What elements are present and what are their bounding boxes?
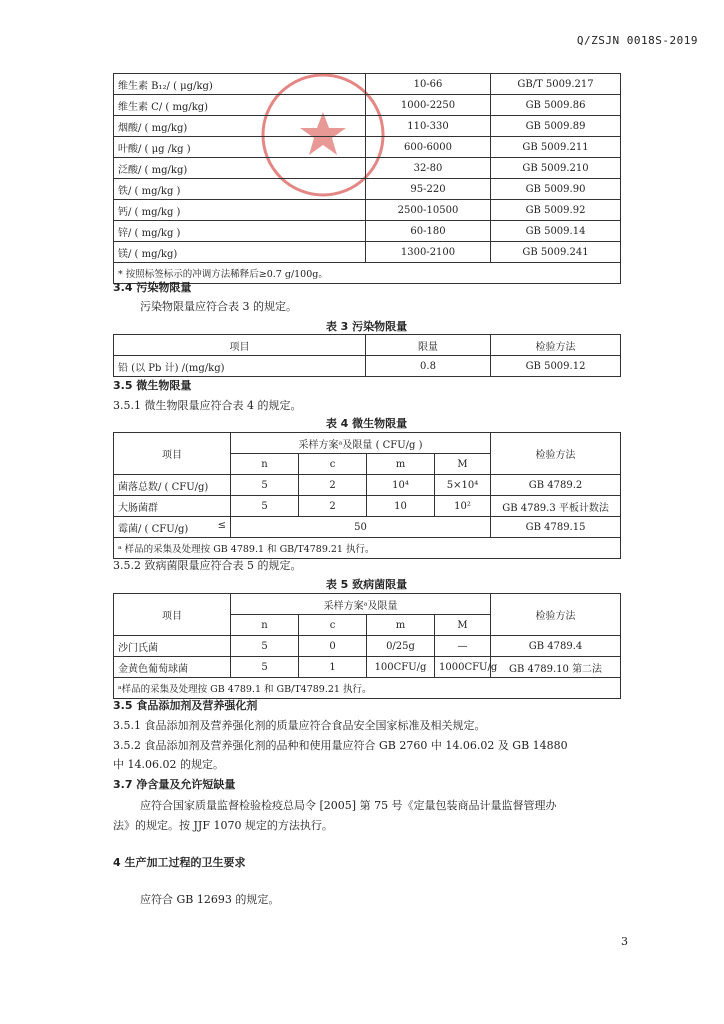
table-cell: 2 xyxy=(299,475,367,496)
table-row xyxy=(114,356,621,377)
table-cell: GB 4789.3 平板计数法 xyxy=(491,496,621,517)
table-row xyxy=(114,517,621,538)
table-row xyxy=(114,242,621,263)
table-cell: 烟酸/ ( mg/kg) xyxy=(114,116,366,137)
table-note: ᵃ 样品的采集及处理按 GB 4789.1 和 GB/T4789.21 执行。 xyxy=(114,538,621,559)
table-row xyxy=(114,657,621,678)
table-header-cell: 项目 xyxy=(114,433,231,475)
table-row xyxy=(114,200,621,221)
table-cell: 大肠菌群 xyxy=(114,496,231,517)
section-3-5-1-text: 3.5.1 微生物限量应符合表 4 的规定。 xyxy=(113,399,302,412)
table-subheader-cell: M xyxy=(435,615,491,636)
table-cell: GB 5009.210 xyxy=(491,158,621,179)
section-3-5-additives-heading: 3.5 食品添加剂及营养强化剂 xyxy=(113,699,258,712)
table-cell: GB 4789.4 xyxy=(491,636,621,657)
table-cell: 金黄色葡萄球菌 xyxy=(114,657,231,678)
document-code: Q/ZSJN 0018S-2019 xyxy=(576,34,698,47)
table-cell: GB 5009.14 xyxy=(491,221,621,242)
table-row xyxy=(114,74,621,95)
table-row xyxy=(114,179,621,200)
section-3-4-text: 污染物限量应符合表 3 的规定。 xyxy=(140,300,297,313)
section-4-heading: 4 生产加工过程的卫生要求 xyxy=(113,856,246,869)
table-cell: 10-66 xyxy=(366,74,491,95)
table-row xyxy=(114,137,621,158)
table-cell: 锌/ ( mg/kg ) xyxy=(114,221,366,242)
contaminant-table xyxy=(113,334,621,377)
microbial-table xyxy=(113,432,621,559)
table-subheader-cell: n xyxy=(231,615,299,636)
table-cell: 0/25g xyxy=(367,636,435,657)
table-cell: 2500-10500 xyxy=(366,200,491,221)
table-cell: 5×10⁴ xyxy=(435,475,491,496)
table-header-cell: 采样方案ᵃ及限量 ( CFU/g ) xyxy=(231,433,491,454)
table-cell: GB 5009.241 xyxy=(491,242,621,263)
table-row xyxy=(114,95,621,116)
mold-label: 霉菌/ ( CFU/g) xyxy=(118,523,189,535)
table-header-cell: 检验方法 xyxy=(491,594,621,636)
table-cell: 10⁴ xyxy=(367,475,435,496)
table-cell: GB 5009.12 xyxy=(491,356,621,377)
table-cell: 1000CFU/g xyxy=(435,657,491,678)
table-cell: 1300-2100 xyxy=(366,242,491,263)
table-cell: 沙门氏菌 xyxy=(114,636,231,657)
table-row xyxy=(114,221,621,242)
table-cell: 菌落总数/ ( CFU/g) xyxy=(114,475,231,496)
table-row xyxy=(114,636,621,657)
table-row xyxy=(114,158,621,179)
pathogen-table xyxy=(113,593,621,699)
table-cell: GB 5009.92 xyxy=(491,200,621,221)
table-cell: 铁/ ( mg/kg ) xyxy=(114,179,366,200)
table-cell: 0.8 xyxy=(366,356,491,377)
le-symbol: ≤ xyxy=(217,519,226,531)
table-cell: GB 5009.86 xyxy=(491,95,621,116)
table-cell: GB 5009.89 xyxy=(491,116,621,137)
section-3-5-2-additives-text-cont: 中 14.06.02 的规定。 xyxy=(113,758,224,771)
section-3-5-2-text: 3.5.2 致病菌限量应符合表 5 的规定。 xyxy=(113,559,302,572)
table5-caption: 表 5 致病菌限量 xyxy=(325,578,408,591)
table-cell: GB 4789.10 第二法 xyxy=(491,657,621,678)
section-3-7-heading: 3.7 净含量及允许短缺量 xyxy=(113,778,236,791)
table-cell: 10 xyxy=(367,496,435,517)
table-cell: 1 xyxy=(299,657,367,678)
section-3-7-text-cont: 法》的规定。按 JJF 1070 规定的方法执行。 xyxy=(113,819,333,832)
table-row xyxy=(114,116,621,137)
table-subheader-cell: m xyxy=(367,615,435,636)
table-cell xyxy=(114,517,231,538)
table-cell: 2 xyxy=(299,496,367,517)
table-subheader-cell: M xyxy=(435,454,491,475)
table-header-row xyxy=(114,335,621,356)
table-cell: 60-180 xyxy=(366,221,491,242)
table-cell: — xyxy=(435,636,491,657)
nutrient-table xyxy=(113,73,621,284)
table3-caption: 表 3 污染物限量 xyxy=(325,320,408,333)
table-cell: 95-220 xyxy=(366,179,491,200)
table-header-cell: 采样方案ᵃ及限量 xyxy=(231,594,491,615)
table-cell: 维生素 C/ ( mg/kg) xyxy=(114,95,366,116)
table-cell: 维生素 B₁₂/ ( μg/kg) xyxy=(114,74,366,95)
table-note: ᵃ样品的采集及处理按 GB 4789.1 和 GB/T4789.21 执行。 xyxy=(114,678,621,699)
table-subheader-cell: n xyxy=(231,454,299,475)
table-header-cell: 检验方法 xyxy=(491,433,621,475)
table-cell: 泛酸/ ( mg/kg) xyxy=(114,158,366,179)
section-3-7-text: 应符合国家质量监督检验检疫总局令 [2005] 第 75 号《定量包装商品计量监督管理办 xyxy=(140,799,557,812)
table-cell: 铅 (以 Pb 计) /(mg/kg) xyxy=(114,356,366,377)
table-row xyxy=(114,475,621,496)
table-cell: 10² xyxy=(435,496,491,517)
table-cell: GB 4789.2 xyxy=(491,475,621,496)
table-cell: GB 4789.15 xyxy=(491,517,621,538)
table-cell: 110-330 xyxy=(366,116,491,137)
table-cell: 叶酸/ ( μg /kg ) xyxy=(114,137,366,158)
table-subheader-cell: c xyxy=(299,615,367,636)
table-row xyxy=(114,496,621,517)
section-3-5-heading: 3.5 微生物限量 xyxy=(113,379,192,392)
section-3-4-heading: 3.4 污染物限量 xyxy=(113,281,192,294)
table-header-cell: 检验方法 xyxy=(491,335,621,356)
table-note: * 按照标签标示的冲调方法稀释后≥0.7 g/100g。 xyxy=(114,263,621,284)
section-3-5-1-additives-text: 3.5.1 食品添加剂及营养强化剂的质量应符合食品安全国家标准及相关规定。 xyxy=(113,719,486,732)
table-cell: 5 xyxy=(231,496,299,517)
table-cell: 镁/ ( mg/kg) xyxy=(114,242,366,263)
table-cell: 100CFU/g xyxy=(367,657,435,678)
table-subheader-cell: c xyxy=(299,454,367,475)
table-cell: 钙/ ( mg/kg ) xyxy=(114,200,366,221)
table-cell: 32-80 xyxy=(366,158,491,179)
table-cell: GB/T 5009.217 xyxy=(491,74,621,95)
page-number: 3 xyxy=(621,935,628,948)
table-cell: 5 xyxy=(231,636,299,657)
table-cell: GB 5009.90 xyxy=(491,179,621,200)
table-cell: 50 xyxy=(231,517,491,538)
table4-caption: 表 4 微生物限量 xyxy=(325,417,408,430)
table-cell: 600-6000 xyxy=(366,137,491,158)
table-header-cell: 限量 xyxy=(366,335,491,356)
section-4-text: 应符合 GB 12693 的规定。 xyxy=(140,893,280,906)
table-cell: 5 xyxy=(231,475,299,496)
table-cell: 1000-2250 xyxy=(366,95,491,116)
section-3-5-2-additives-text: 3.5.2 食品添加剂及营养强化剂的品种和使用量应符合 GB 2760 中 14.06.02 及 GB 14880 xyxy=(113,739,568,752)
table-subheader-cell: m xyxy=(367,454,435,475)
table-cell: 0 xyxy=(299,636,367,657)
table-header-cell: 项目 xyxy=(114,335,366,356)
table-cell: 5 xyxy=(231,657,299,678)
table-header-cell: 项目 xyxy=(114,594,231,636)
table-cell: GB 5009.211 xyxy=(491,137,621,158)
